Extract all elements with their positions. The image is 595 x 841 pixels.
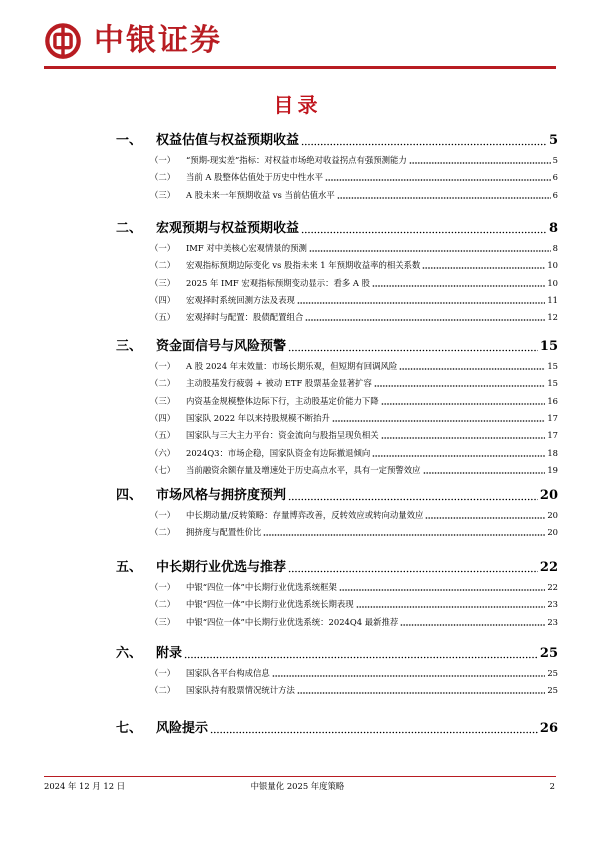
subsection-number: （一） <box>150 155 176 165</box>
brand-name: 中银证券 <box>94 23 222 58</box>
dot-leader <box>272 675 546 677</box>
subsection-title: 中长期动量/反转策略：存量博弈改善，反转效应或转向动量效应 <box>186 510 424 520</box>
section-number: 四、 <box>116 488 143 503</box>
subsection-title: 当前 A 股整体估值处于历史中性水平 <box>186 172 323 183</box>
section-number: 五、 <box>116 560 143 575</box>
toc-section-entry[interactable] <box>116 339 558 355</box>
subsection-number: （三） <box>150 189 176 200</box>
toc-subsection-entry[interactable] <box>150 378 558 389</box>
footer-report-title: 中银量化 2025 年度策略 <box>250 781 345 791</box>
subsection-number: （一） <box>150 510 176 520</box>
toc-subsection-entry[interactable] <box>150 527 558 538</box>
subsection-title: 中银“四位一体”中长期行业优选系统：2024Q4 最新推荐 <box>186 616 399 627</box>
toc-section-entry[interactable] <box>116 721 558 737</box>
subsection-title: A 股 2024 年末效量：市场长期乐观，但短期有回调风险 <box>186 361 398 371</box>
toc-subsection-entry[interactable] <box>150 396 558 407</box>
subsection-page-number: 25 <box>547 685 558 696</box>
section-number: 三、 <box>116 339 143 354</box>
footer-page-number: 2 <box>549 781 555 791</box>
toc-section-entry[interactable] <box>116 646 558 662</box>
subsection-page-number: 18 <box>547 447 558 458</box>
dot-leader <box>184 656 538 659</box>
section-page-number: 26 <box>539 721 558 736</box>
subsection-page-number: 6 <box>552 189 558 200</box>
toc-subsection-entry[interactable] <box>150 413 558 424</box>
subsection-title: 中银“四位一体”中长期行业优选系统长期表现 <box>186 599 354 610</box>
subsection-number: （二） <box>150 599 176 610</box>
dot-leader <box>423 472 546 474</box>
section-title: 宏观预期与权益预期收益 <box>156 221 300 236</box>
subsection-title: 当前融资余额存量及增速处于历史高点水平，具有一定预警效应 <box>186 464 421 475</box>
subsection-page-number: 25 <box>547 668 558 678</box>
dot-leader <box>210 731 538 734</box>
subsection-page-number: 23 <box>547 599 558 610</box>
subsection-title: A 股未来一年预期收益 vs 当前估值水平 <box>186 189 335 200</box>
section-page-number: 25 <box>539 646 558 661</box>
subsection-title: 2024Q3：市场企稳，国家队资金有边际撤退倾向 <box>186 447 371 458</box>
dot-leader <box>301 143 547 146</box>
dot-leader <box>301 231 547 234</box>
section-page-number: 22 <box>539 560 558 575</box>
subsection-number: （三） <box>150 277 176 288</box>
subsection-number: （二） <box>150 527 176 538</box>
dot-leader <box>288 570 538 573</box>
subsection-title: 国家队 2022 年以来持股规模不断抬升 <box>186 412 330 423</box>
dot-leader <box>288 498 538 501</box>
dot-leader <box>374 385 545 387</box>
subsection-title: 宏观择时与配置：股债配置组合 <box>186 312 304 323</box>
page-header <box>0 0 595 72</box>
dot-leader <box>325 179 551 181</box>
dot-leader <box>339 589 545 591</box>
subsection-page-number: 16 <box>547 395 558 406</box>
toc-section-entry[interactable] <box>116 488 558 504</box>
toc-subsection-entry[interactable] <box>150 668 558 679</box>
section-title: 资金面信号与风险预警 <box>156 339 287 354</box>
subsection-number: （三） <box>150 616 176 627</box>
toc-subsection-entry[interactable] <box>150 582 558 593</box>
toc-subsection-entry[interactable] <box>150 430 558 441</box>
subsection-title: 宏观指标预期边际变化 vs 股指未来 1 年预期收益率的相关系数 <box>186 260 421 271</box>
subsection-number: （二） <box>150 685 176 696</box>
subsection-page-number: 10 <box>547 277 558 288</box>
dot-leader <box>425 517 545 519</box>
subsection-page-number: 22 <box>547 582 558 592</box>
toc-subsection-entry[interactable] <box>150 361 558 372</box>
header-divider <box>44 66 556 69</box>
subsection-number: （三） <box>150 395 176 406</box>
section-title: 中长期行业优选与推荐 <box>156 560 287 575</box>
section-title: 附录 <box>156 646 183 661</box>
subsection-number: （四） <box>150 294 176 305</box>
section-page-number: 20 <box>539 488 558 503</box>
dot-leader <box>400 624 545 626</box>
subsection-number: （一） <box>150 582 176 592</box>
section-title: 风险提示 <box>156 721 209 736</box>
toc-subsection-entry[interactable] <box>150 312 558 323</box>
toc-subsection-entry[interactable] <box>150 278 558 289</box>
toc-subsection-entry[interactable] <box>150 190 558 201</box>
subsection-title: 国家队与三大主力平台：资金流向与股指呈现负相关 <box>186 430 379 441</box>
dot-leader <box>372 455 545 457</box>
subsection-number: （五） <box>150 312 176 323</box>
subsection-page-number: 17 <box>547 412 558 423</box>
subsection-number: （六） <box>150 447 176 458</box>
subsection-number: （二） <box>150 378 176 389</box>
subsection-number: （一） <box>150 668 176 678</box>
subsection-number: （七） <box>150 464 176 475</box>
subsection-title: 拥挤度与配置性价比 <box>186 527 262 538</box>
subsection-page-number: 5 <box>552 155 558 165</box>
toc-subsection-entry[interactable] <box>150 599 558 610</box>
toc-subsection-entry[interactable] <box>150 685 558 696</box>
dot-leader <box>263 534 545 536</box>
subsection-page-number: 17 <box>547 430 558 441</box>
subsection-title: 内资基金规模整体边际下行，主动股基定价能力下降 <box>186 395 379 406</box>
subsection-page-number: 20 <box>547 510 558 520</box>
toc-subsection-entry[interactable] <box>150 448 558 459</box>
subsection-title: 2025 年 IMF 宏观指标预期变动显示：看多 A 股 <box>186 277 370 288</box>
subsection-page-number: 12 <box>547 312 558 323</box>
section-number: 七、 <box>116 721 143 736</box>
dot-leader <box>337 197 551 199</box>
dot-leader <box>381 403 546 405</box>
section-title: 权益估值与权益预期收益 <box>156 133 300 148</box>
subsection-page-number: 20 <box>547 527 558 538</box>
bank-of-china-logo-icon <box>44 22 82 60</box>
dot-leader <box>305 319 545 321</box>
toc-title: 目录 <box>273 93 322 117</box>
toc-section-entry[interactable] <box>116 560 558 576</box>
dot-leader <box>309 250 551 252</box>
dot-leader <box>297 692 545 694</box>
toc-subsection-entry[interactable] <box>150 155 558 166</box>
subsection-title: 国家队持有股票情况统计方法 <box>186 685 295 696</box>
dot-leader <box>356 606 546 608</box>
section-number: 一、 <box>116 133 143 148</box>
toc-section-entry[interactable] <box>116 221 558 237</box>
subsection-page-number: 23 <box>547 616 558 627</box>
subsection-number: （五） <box>150 430 176 441</box>
toc-subsection-entry[interactable] <box>150 172 558 183</box>
subsection-title: 国家队各平台构成信息 <box>186 668 270 678</box>
section-title: 市场风格与拥挤度预判 <box>156 488 287 503</box>
subsection-number: （一） <box>150 361 176 371</box>
section-page-number: 15 <box>539 339 558 354</box>
dot-leader <box>422 267 545 269</box>
toc-subsection-entry[interactable] <box>150 243 558 254</box>
subsection-title: 主动股基发行疲弱 + 被动 ETF 股票基金显著扩容 <box>186 378 372 389</box>
section-page-number: 8 <box>548 221 558 236</box>
subsection-number: （二） <box>150 260 176 271</box>
footer-date: 2024 年 12 月 12 日 <box>44 781 126 791</box>
subsection-page-number: 19 <box>547 464 558 475</box>
subsection-number: （四） <box>150 412 176 423</box>
section-number: 二、 <box>116 221 143 236</box>
section-page-number: 5 <box>548 133 558 148</box>
toc-subsection-entry[interactable] <box>150 510 558 521</box>
dot-leader <box>409 162 551 164</box>
toc-section-entry[interactable] <box>116 133 558 149</box>
dot-leader <box>288 349 538 352</box>
subsection-title: 中银“四位一体”中长期行业优选系统框架 <box>186 582 337 592</box>
toc-subsection-entry[interactable] <box>150 465 558 476</box>
subsection-number: （一） <box>150 243 176 253</box>
subsection-page-number: 8 <box>552 243 558 253</box>
toc-subsection-entry[interactable] <box>150 617 558 628</box>
subsection-page-number: 10 <box>547 260 558 271</box>
dot-leader <box>297 302 545 304</box>
subsection-title: IMF 对中美核心宏观情景的预测 <box>186 243 307 253</box>
dot-leader <box>381 437 546 439</box>
dot-leader <box>332 420 545 422</box>
footer-divider <box>44 776 556 777</box>
subsection-page-number: 11 <box>547 294 558 305</box>
subsection-number: （二） <box>150 172 176 183</box>
subsection-title: “预期-现实差”指标：对权益市场绝对收益拐点有强预测能力 <box>186 155 407 165</box>
subsection-page-number: 6 <box>552 172 558 183</box>
section-number: 六、 <box>116 646 143 661</box>
subsection-page-number: 15 <box>547 378 558 389</box>
subsection-page-number: 15 <box>547 361 558 371</box>
subsection-title: 宏观择时系统回测方法及表现 <box>186 294 295 305</box>
dot-leader <box>399 368 545 370</box>
toc-subsection-entry[interactable] <box>150 295 558 306</box>
dot-leader <box>372 285 545 287</box>
toc-subsection-entry[interactable] <box>150 260 558 271</box>
